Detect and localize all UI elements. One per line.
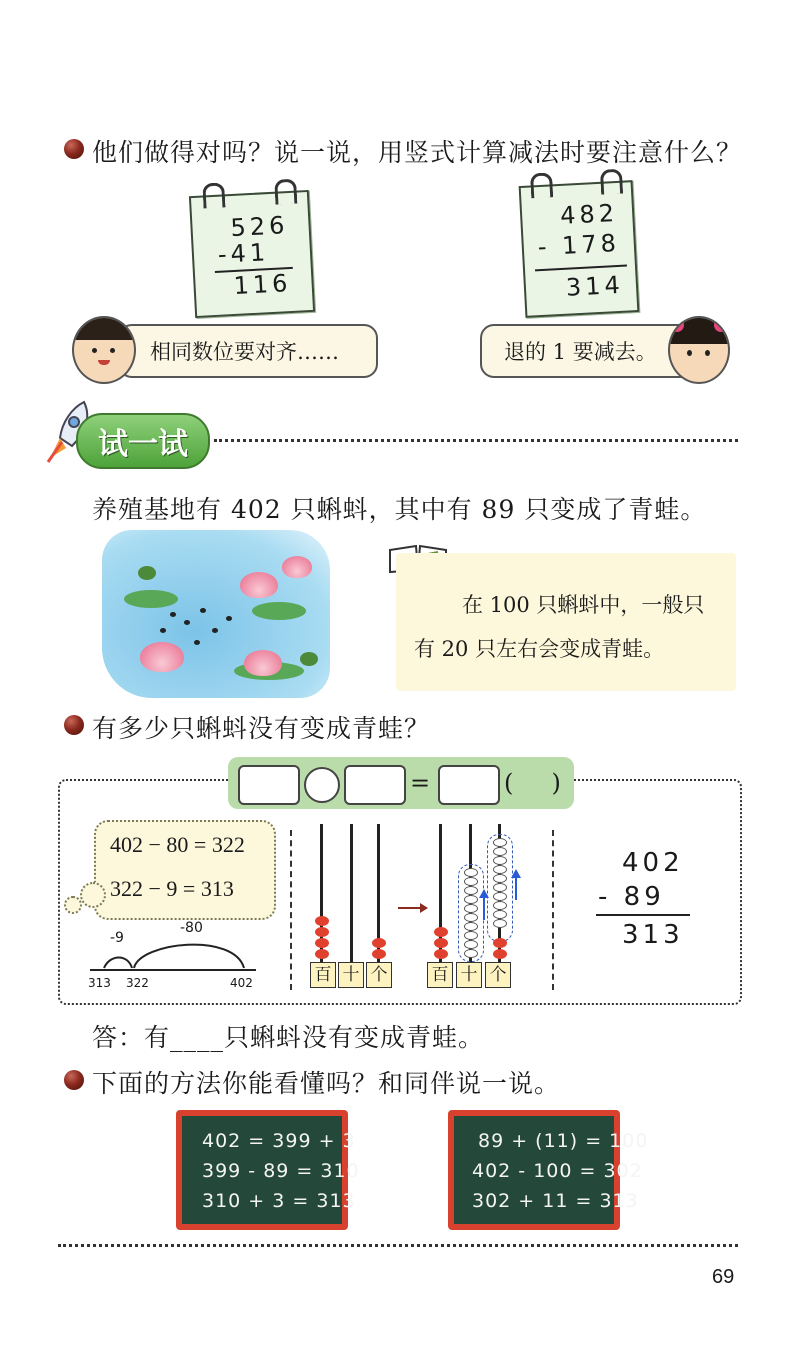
problem-text: 养殖基地有 402 只蝌蚪，其中有 89 只变成了青蛙。 — [92, 495, 707, 524]
jump-label-9: -9 — [110, 930, 124, 946]
bubble-text: 相同数位要对齐…… — [150, 340, 339, 364]
board-line: 302 + 11 = 313 — [472, 1190, 639, 1212]
blackboard-right — [448, 1110, 649, 1230]
notepad-left — [189, 190, 315, 318]
place-tens: 十 — [456, 962, 482, 988]
frog-icon — [138, 566, 156, 580]
place-ones: 个 — [366, 962, 392, 988]
panel-divider — [290, 830, 292, 990]
vertical-mid: - 89 — [598, 882, 665, 912]
equation-blank-3[interactable] — [438, 765, 500, 805]
board-line: 402 - 100 = 302 — [472, 1160, 643, 1182]
bottom-divider — [58, 1244, 738, 1247]
method1-eq1: 402 − 80 = 322 — [110, 832, 245, 857]
place-tens: 十 — [338, 962, 364, 988]
try-it-badge: 试一试 — [76, 413, 210, 469]
vertical-result: 313 — [622, 920, 684, 950]
frog-icon — [300, 652, 318, 666]
ring-icon — [530, 172, 553, 198]
arrow-right-icon — [396, 900, 430, 916]
place-ones: 个 — [485, 962, 511, 988]
bubble-text: 退的 1 要减去。 — [504, 340, 657, 364]
calc-top: 526 — [229, 211, 290, 243]
equation-blank-1[interactable] — [238, 765, 300, 805]
question-3: 下面的方法你能看懂吗？和同伴说一说。 — [92, 1069, 561, 1098]
blackboard-left — [176, 1110, 360, 1230]
notepad-right — [519, 180, 640, 318]
unit-paren: ( ) — [504, 769, 561, 797]
tick-402: 402 — [230, 976, 253, 990]
boy-avatar — [72, 316, 136, 384]
place-hundreds: 百 — [310, 962, 336, 988]
bullet-icon — [64, 1070, 84, 1090]
dotted-divider — [214, 439, 738, 442]
jump-label-80: -80 — [180, 920, 203, 936]
bullet-icon — [64, 139, 84, 159]
info-note — [396, 553, 736, 691]
arrow-up-icon — [478, 888, 490, 922]
vertical-top: 402 — [622, 848, 684, 878]
answer-line: 答：有____只蝌蚪没有变成青蛙。 — [92, 1023, 485, 1052]
page-number: 69 — [712, 1266, 735, 1288]
board-line: 310 + 3 = 313 — [202, 1190, 356, 1212]
panel-divider — [552, 830, 554, 990]
calc-mid: - 178 — [537, 228, 621, 262]
note-line-2: 有 20 只左右会变成青蛙。 — [414, 637, 665, 661]
speech-bubble-girl — [480, 324, 700, 378]
tick-313: 313 — [88, 976, 111, 990]
vertical-rule — [596, 914, 690, 916]
bullet-icon — [64, 715, 84, 735]
operator-blank[interactable] — [304, 767, 340, 803]
equals-sign: = — [410, 769, 431, 797]
ring-icon — [600, 169, 623, 195]
calc-mid: -41 — [217, 238, 270, 269]
method1-eq2: 322 − 9 = 313 — [110, 876, 234, 901]
lotus-icon — [244, 650, 282, 676]
board-line: 89 + (11) = 100 — [478, 1130, 649, 1152]
lotus-icon — [282, 556, 312, 578]
girl-avatar — [668, 316, 730, 384]
board-line: 399 - 89 = 310 — [202, 1160, 360, 1182]
board-line: 402 = 399 + 3 — [202, 1130, 356, 1152]
note-line-1: 在 100 只蝌蚪中，一般只 — [462, 593, 705, 617]
place-hundreds: 百 — [427, 962, 453, 988]
equation-blank-2[interactable] — [344, 765, 406, 805]
ring-icon — [202, 182, 225, 208]
question-2: 有多少只蝌蚪没有变成青蛙？ — [92, 714, 431, 743]
arrow-up-icon — [510, 868, 522, 902]
calc-top: 482 — [559, 198, 619, 230]
equation-bar — [228, 757, 574, 809]
ring-icon — [274, 179, 297, 205]
tick-322: 322 — [126, 976, 149, 990]
question-1: 他们做得对吗？说一说，用竖式计算减法时要注意什么？ — [92, 138, 743, 167]
lotus-icon — [140, 642, 184, 672]
lotus-icon — [240, 572, 278, 598]
calc-result: 116 — [232, 268, 293, 300]
calc-result: 314 — [565, 270, 625, 302]
speech-bubble-boy — [118, 324, 378, 378]
